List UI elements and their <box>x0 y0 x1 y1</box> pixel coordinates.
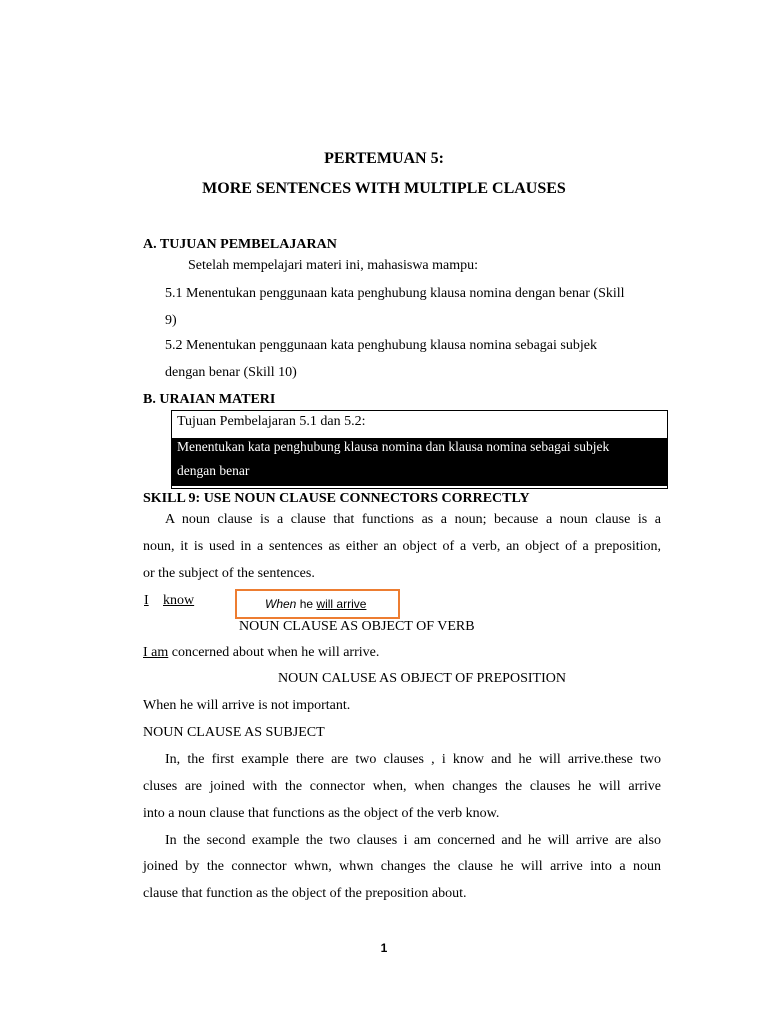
objective-item-1-line1: 5.1 Menentukan penggunaan kata penghubung klausa nomina dengan benar (Skill <box>165 286 625 301</box>
example2-rest: concerned about when he will arrive. <box>168 645 380 660</box>
objective-box-highlight <box>172 438 667 486</box>
section-b-heading: B. URAIAN MATERI <box>143 392 276 407</box>
page-title-line1: PERTEMUAN 5: <box>324 150 444 167</box>
example1-label: NOUN CLAUSE AS OBJECT OF VERB <box>239 619 475 634</box>
objective-box <box>171 410 668 489</box>
skill9-para-line2: noun, it is used in a sentences as either an object of a verb, an object of a preposition, <box>143 539 661 554</box>
objective-item-2-line2: dengan benar (Skill 10) <box>165 365 297 380</box>
example3-label: NOUN CLAUSE AS SUBJECT <box>143 725 325 740</box>
example3-sentence: When he will arrive is not important. <box>143 698 351 713</box>
skill9-heading: SKILL 9: USE NOUN CLAUSE CONNECTORS CORRECTLY <box>143 491 530 506</box>
noun-clause-text <box>265 597 366 611</box>
connector-when: When <box>265 597 297 611</box>
section-a-heading: A. TUJUAN PEMBELAJARAN <box>143 237 337 252</box>
objective-item-2-line1: 5.2 Menentukan penggunaan kata penghubung klausa nomina sebagai subjek <box>165 338 597 353</box>
para3-line3: clause that function as the object of the preposition about. <box>143 886 467 901</box>
objective-box-line2: dengan benar <box>177 463 250 478</box>
para3-line1: In the second example the two clauses i am concerned and he will arrive are also <box>165 833 661 848</box>
objective-box-line1: Menentukan kata penghubung klausa nomina dan klausa nomina sebagai subjek <box>177 439 610 454</box>
example1-verb: know <box>163 593 195 608</box>
example2-sentence <box>143 645 379 661</box>
para2-line1: In, the first example there are two clauses , i know and he will arrive.these two <box>165 752 661 767</box>
para3-line2: joined by the connector whwn, whwn changes the clause he will arrive into a noun <box>143 859 661 874</box>
clause-subject-he: he <box>299 597 314 611</box>
page-title-line2: MORE SENTENCES WITH MULTIPLE CLAUSES <box>202 180 566 197</box>
example2-label: NOUN CALUSE AS OBJECT OF PREPOSITION <box>278 671 566 686</box>
example2-subject: I am <box>143 645 169 660</box>
skill9-para-line1: A noun clause is a clause that functions as a noun; because a noun clause is a <box>165 512 661 527</box>
objective-item-1-line2: 9) <box>165 313 177 328</box>
example1-subject: I <box>144 593 149 608</box>
para2-line2: cluses are joined with the connector when, when changes the clauses he will arrive <box>143 779 661 794</box>
page-number: 1 <box>380 941 388 955</box>
clause-verb-will-arrive: will arrive <box>316 597 367 611</box>
section-a-intro: Setelah mempelajari materi ini, mahasiswa mampu: <box>188 258 479 273</box>
skill9-para-line3: or the subject of the sentences. <box>143 566 315 581</box>
para2-line3: into a noun clause that functions as the object of the verb know. <box>143 806 500 821</box>
objective-box-header: Tujuan Pembelajaran 5.1 dan 5.2: <box>177 414 366 429</box>
noun-clause-textbox <box>235 589 400 619</box>
